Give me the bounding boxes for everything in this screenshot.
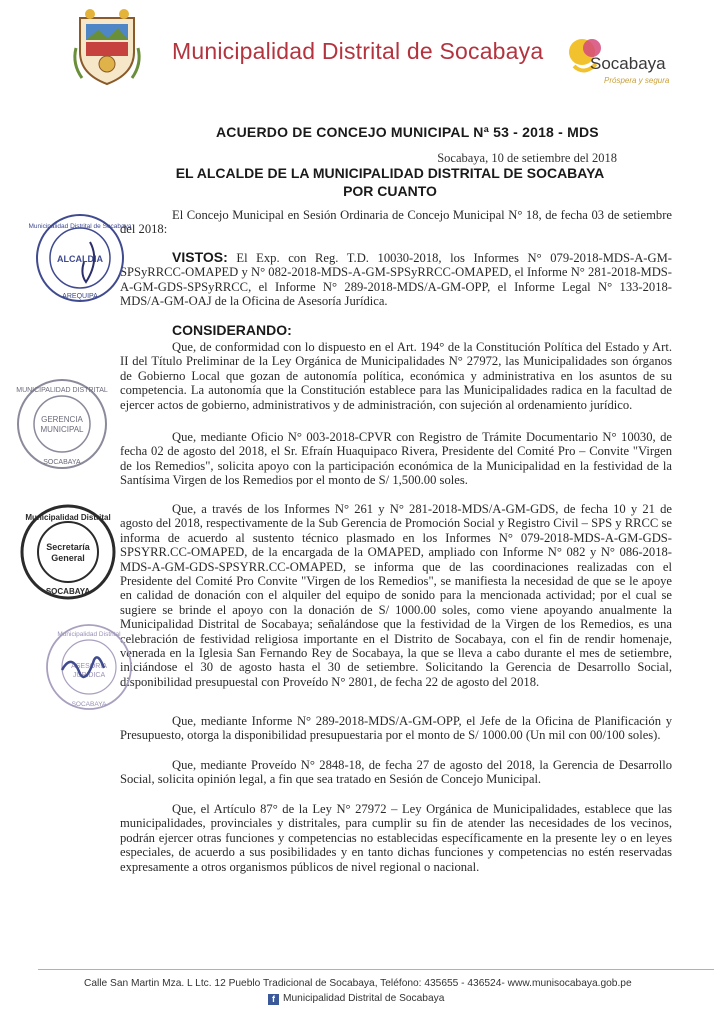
stamp-text: JURIDICA	[72, 672, 106, 679]
stamp-text: ALCALDIA	[57, 254, 103, 264]
asesoria-stamp	[44, 622, 134, 712]
footer-divider	[38, 969, 714, 970]
stamp-text: SOCABAYA	[71, 701, 107, 708]
alcaldia-stamp	[28, 212, 132, 304]
considerando-paragraph: Que, mediante Proveído N° 2848-18, de fecha 27 de agosto del 2018, la Gerencia de Desarrollo Social, solicita opinión legal, a fin que sea tratado en Sesión de Concejo Municipal.	[120, 758, 672, 787]
stamp-text: SOCABAYA	[43, 459, 81, 466]
heading-block	[150, 164, 630, 200]
gerencia-stamp	[14, 376, 110, 472]
considerando-heading: CONSIDERANDO:	[172, 322, 292, 338]
footer-social-label: Municipalidad Distrital de Socabaya	[283, 993, 445, 1004]
document-date: Socabaya, 10 de setiembre del 2018	[437, 151, 617, 165]
footer-social	[268, 993, 444, 1005]
municipal-crest-icon	[72, 8, 142, 86]
stamp-text: Municipalidad Distrital	[57, 631, 121, 638]
stamp-text: AREQUIPA	[62, 293, 98, 300]
document-title: ACUERDO DE CONCEJO MUNICIPAL Nª 53 - 2018 - MDS	[216, 124, 599, 140]
vistos-paragraph	[120, 250, 672, 309]
considerando-paragraph: Que, mediante Oficio N° 003-2018-CPVR con Registro de Trámite Documentario N° 10030, de fecha 02 de agosto del 2018, el Sr. Efraín Huaquipaco Rivera, Presidente del Comité Pro – Convite "Virgen de los Remedios", solicita apoyo con la participación económica de la Municipalidad en la festividad de la Santísima Virgen de los Remedios por el monto de S/ 1,500.00 soles.	[120, 430, 672, 488]
vistos-text: El Exp. con Reg. T.D. 10030-2018, los Informes N° 079-2018-MDS-A-GM-SPSyRRCC-OMAPED y N° 082-2018-MDS-A-GM-SPSyRRCC-OMAPED, el Informe N° 281-2018-MDS-A-GM-GDS-SPSyRRCC, el Informe N° 289-2018-MDS/A-GM-OPP, el Informe Legal N° 133-2018-MDS/A-GM-OAJ de la Oficina de Asesoría Jurídica.	[120, 251, 672, 309]
stamp-text: MUNICIPAL	[40, 425, 84, 434]
brand-name: Socabaya	[590, 54, 666, 73]
secretaria-stamp	[18, 502, 118, 602]
considerando-paragraph: Que, mediante Informe N° 289-2018-MDS/A-GM-OPP, el Jefe de la Oficina de Planificación y Presupuesto, otorga la disponibilidad presupuestaria por el monto de S/ 1000.00 (Un mil con 00/100 soles).	[120, 714, 672, 743]
heading-alcalde: EL ALCALDE DE LA MUNICIPALIDAD DISTRITAL DE SOCABAYA	[175, 165, 605, 181]
intro-paragraph: El Concejo Municipal en Sesión Ordinaria de Concejo Municipal N° 18, de fecha 03 de setiembre del 2018:	[120, 208, 672, 237]
footer-address: Calle San Martin Mza. L Ltc. 12 Pueblo Tradicional de Socabaya, Teléfono: 435655 - 436524- www.munisocabaya.gob.pe	[84, 978, 632, 989]
stamp-text: Secretaría	[46, 542, 90, 552]
stamp-text: Municipalidad Distrital de Socabaya	[28, 223, 132, 230]
stamp-text: MUNICIPALIDAD DISTRITAL	[16, 387, 108, 394]
considerando-paragraph: Que, el Artículo 87° de la Ley N° 27972 – Ley Orgánica de Municipalidades, establece que las municipalidades, provinciales y distritales, para cumplir su fin de atender las necesidades de los vecinos, podrán ejercer otras funciones y competencias no establecidas específicamente en la presente ley o en leyes especiales, de acuerdo a sus posibilidades y en tanto dichas funciones y competencias no estén reservadas expresamente a otros organismos públicos de nivel regional o nacional.	[120, 802, 672, 874]
stamp-text: GERENCIA	[41, 415, 83, 424]
stamp-text: SOCABAYA	[45, 587, 91, 596]
considerando-paragraph: Que, de conformidad con lo dispuesto en el Art. 194° de la Constitución Política del Estado y Art. II del Título Preliminar de la Ley Orgánica de Municipalidades N° 27972, las Municipalidades son órganos de Gobierno Local que gozan de autonomía política, económica y administrativa en los asuntos de su competencia. La autonomía que la Constitución establece para las Municipalidades radica en la facultad de ejercer actos de gobierno, administrativos y de administración, con sujeción al ordenamiento jurídico.	[120, 340, 672, 412]
header-title: Municipalidad Distrital de Socabaya	[172, 38, 544, 64]
stamp-text: General	[51, 553, 85, 563]
vistos-label: VISTOS:	[172, 249, 228, 265]
facebook-icon: f	[268, 994, 279, 1005]
stamp-text: Municipalidad Distrital	[25, 513, 111, 522]
stamp-text: ASESORIA	[71, 663, 107, 670]
considerando-paragraph: Que, a través de los Informes N° 261 y N° 281-2018-MDS/A-GM-GDS, de fecha 10 y 21 de agosto del 2018, respectivamente de la Sub Gerencia de Promoción Social y Registro Civil – SPS y RRCC se informa de acuerdo al sustento técnico plasmado en los Informes N° 079-2018-MDS-A-GM-GDS-SPSYRR.CC-OMAPED, de la encargada de la OMAPED, ampliado con Informe N° 082 y N° 086-2018-MDS-A-GM-GDS-SPSYRR.CC-OMAPED, se informa que de las coordinaciones realizadas con el Presidente del Comité Pro Convite "Virgen de los Remedios", se manifiesta la necesidad de que se le apoye en calidad de donación con el alquiler del equipo de sonido para la mencionada actividad; por el cual se sugiere se brinde el apoyo con la donación de S/ 1000.00 soles, como viene apoyando anualmente la Municipalidad Distrital de Socabaya; señalándose que la festividad de la Virgen de los Remedios, es una celebración de festividad religiosa importante en el Distrito de Socabaya, con el fin de rendir homenaje, venerada en la Iglesia San Fernando Rey de Socabaya, la que se lleva a cabo durante el mes de setiembre, iniciándose el 30 de agosto hasta el 30 de setiembre. Solicitando la Gerencia de Desarrollo Social, disponibilidad presupuestal con Proveído N° 2801, de fecha 22 de agosto del 2018.	[120, 502, 672, 689]
brand-tagline: Próspera y segura	[604, 76, 670, 85]
heading-por-cuanto: POR CUANTO	[343, 183, 437, 199]
